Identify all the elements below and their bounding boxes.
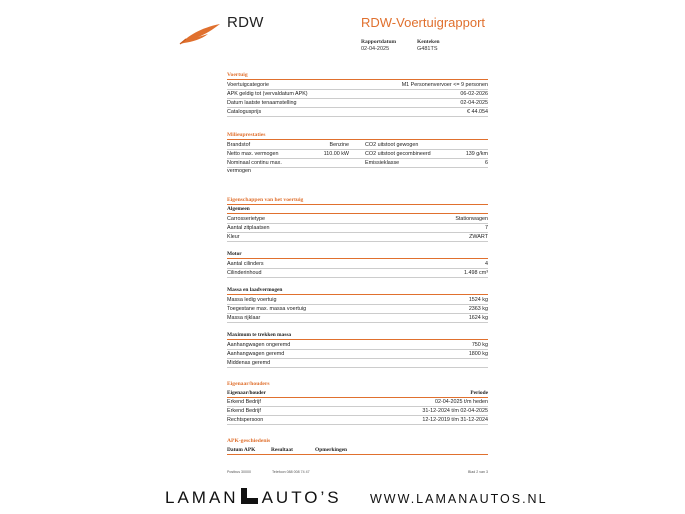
apk-section xyxy=(227,438,488,455)
environment-section xyxy=(227,132,488,174)
plate-label: Kenteken xyxy=(417,39,440,45)
table-row: Carrosserietype Stationwagen xyxy=(227,216,488,222)
table-row: Netto max. vermogen 110.00 kW CO2 uitstoot gecombineerd 139 g/km xyxy=(227,151,488,157)
footer-page-number: Blad 2 van 3 xyxy=(468,470,488,474)
table-row: Catalogusprijs € 44.054 xyxy=(227,109,488,115)
vehicle-section-title: Voertuig xyxy=(227,72,488,80)
company-website: WWW.LAMANAUTOS.NL xyxy=(370,492,548,506)
owners-header-row: Eigenaar/houder Periode xyxy=(227,390,488,396)
table-row: Middenas geremd xyxy=(227,359,488,368)
engine-subtitle: Motor xyxy=(227,251,488,259)
table-row: Erkend Bedrijf 31-12-2024 t/m 02-04-2025 xyxy=(227,408,488,414)
company-name-right: AUTO’S xyxy=(261,488,342,507)
table-row: Cilinderinhoud 1.498 cm³ xyxy=(227,270,488,276)
table-row: Rechtspersoon 12-12-2019 t/m 31-12-2024 xyxy=(227,417,488,423)
properties-section xyxy=(227,197,488,368)
general-subtitle: Algemeen xyxy=(227,206,488,214)
apk-section-title: APK-geschiedenis xyxy=(227,438,271,444)
report-date-value: 02-04-2025 xyxy=(361,46,390,52)
footer-cut-text xyxy=(227,478,488,482)
plate-value: G481TS xyxy=(417,46,438,52)
table-row: Datum laatste tenaamstelling 02-04-2025 xyxy=(227,100,488,106)
towing-subtitle: Maximum te trekken massa xyxy=(227,332,488,340)
table-row: Kleur ZWART xyxy=(227,234,488,240)
table-row: Voertuigcategorie M1 Personenvervoer <= 9 personen xyxy=(227,82,488,88)
brand-name: RDW xyxy=(227,14,264,31)
rdw-logo-icon xyxy=(178,22,222,46)
table-row: Aantal cilinders 4 xyxy=(227,261,488,267)
plate-block xyxy=(417,39,440,53)
mass-subtitle: Massa en laadvermogen xyxy=(227,287,488,295)
company-logo-text xyxy=(165,488,342,508)
table-row: Nominaal continu max. vermogen Emissieklasse 6 xyxy=(227,160,488,174)
table-row: Aantal zitplaatsen 7 xyxy=(227,225,488,231)
l-logo-icon xyxy=(241,488,258,504)
environment-section-title: Milieuprestaties xyxy=(227,132,488,140)
table-row: Toegestane max. massa voertuig 2363 kg xyxy=(227,306,488,312)
table-row: Brandstof Benzine CO2 uitstoot gewogen xyxy=(227,141,488,150)
vehicle-section xyxy=(227,72,488,117)
footer-phone: Telefoon 088 008 74 47 xyxy=(272,470,310,474)
report-title: RDW-Voertuigrapport xyxy=(361,15,486,30)
table-row: APK geldig tot (vervaldatum APK) 06-02-2026 xyxy=(227,91,488,97)
owners-section xyxy=(227,381,488,425)
properties-section-title: Eigenschappen van het voertuig xyxy=(227,197,488,205)
table-row: Aanhangwagen geremd 1800 kg xyxy=(227,351,488,357)
apk-header-row: Datum APK Resultaat Opmerkingen xyxy=(227,446,488,455)
table-row: Massa rijklaar 1624 kg xyxy=(227,315,488,321)
table-row: Erkend Bedrijf 02-04-2025 t/m heden xyxy=(227,399,488,405)
table-row: Massa ledig voertuig 1524 kg xyxy=(227,297,488,303)
report-date-block xyxy=(361,39,396,53)
report-date-label: Rapportdatum xyxy=(361,39,397,45)
footer-postbus: Postbus 30000 xyxy=(227,470,251,474)
table-row: Aanhangwagen ongeremd 750 kg xyxy=(227,342,488,348)
company-name-left: LAMAN xyxy=(165,488,239,507)
owners-section-title: Eigenaar/houders xyxy=(227,381,270,387)
